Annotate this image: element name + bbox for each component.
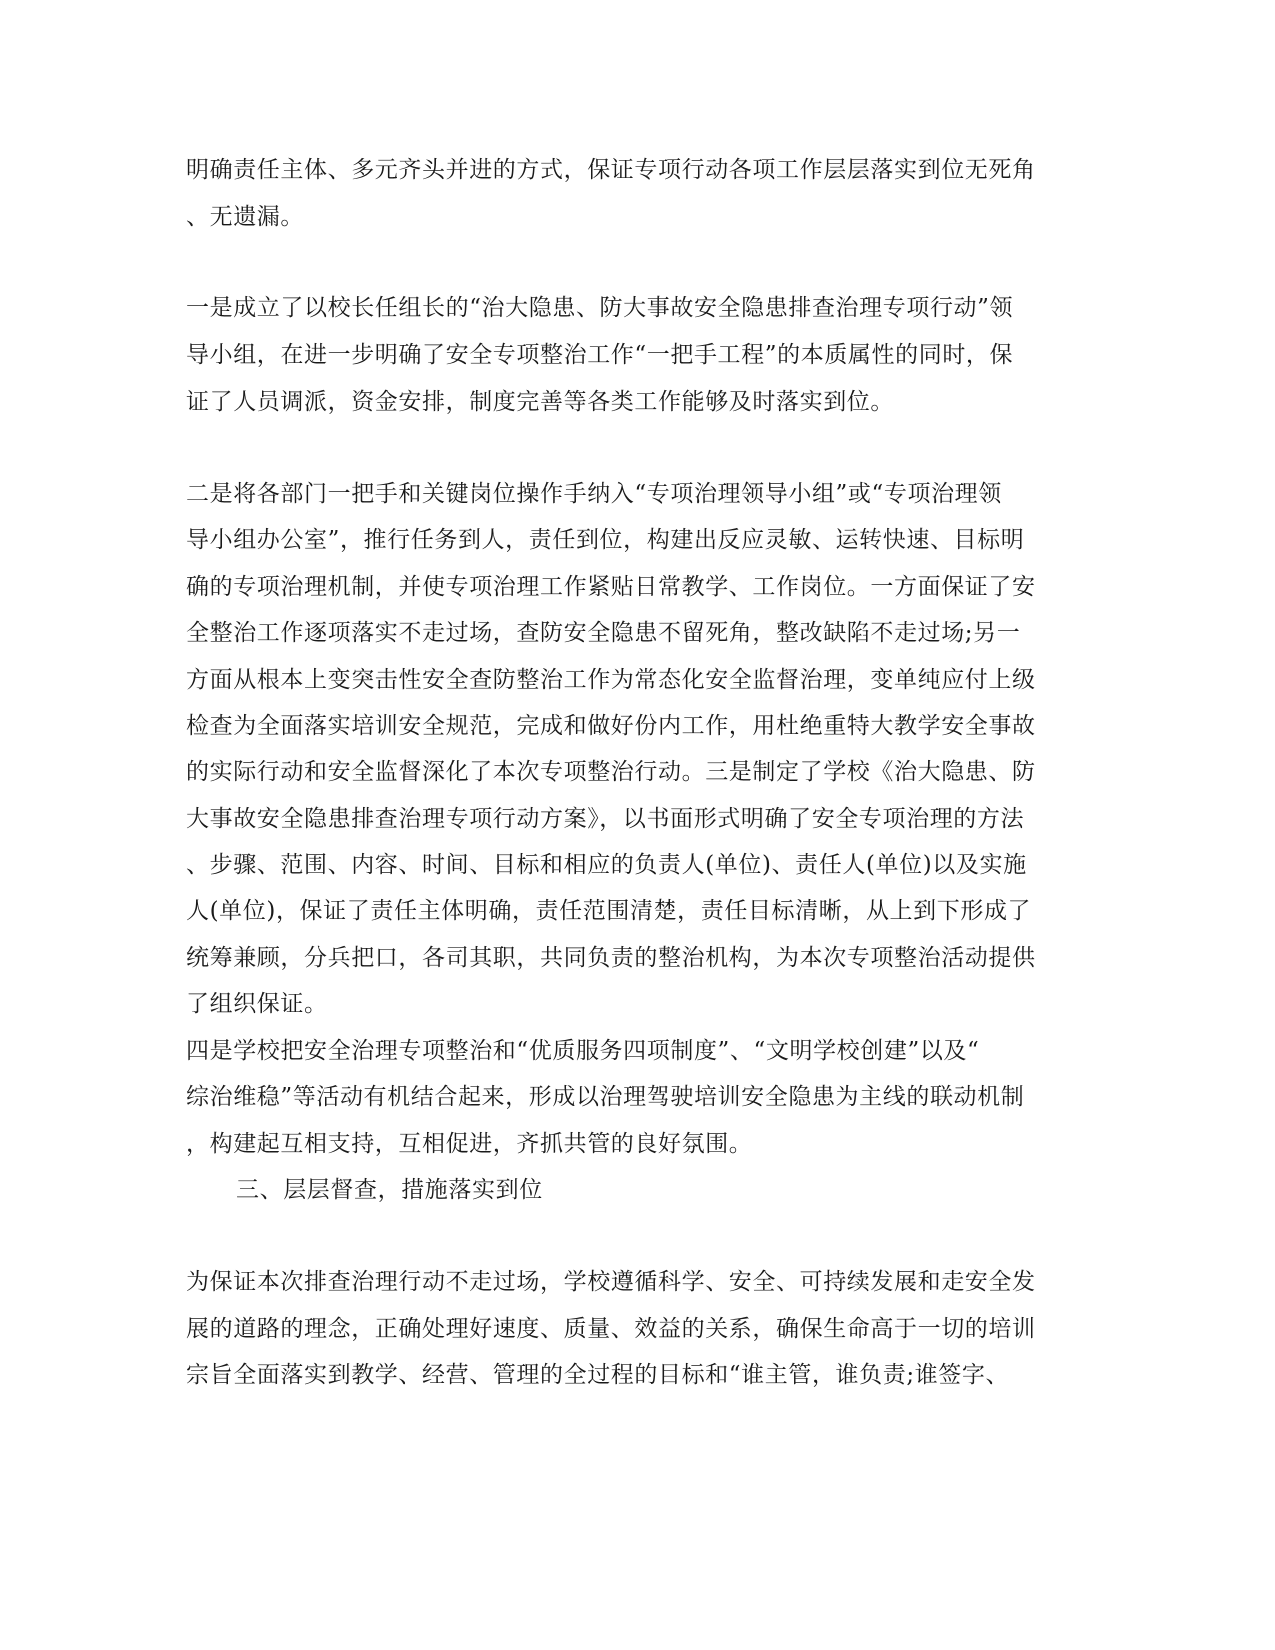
text-line: 全整治工作逐项落实不走过场，查防安全隐患不留死角，整改缺陷不走过场;另一	[186, 620, 1021, 646]
section-heading: 三、层层督查，措施落实到位	[236, 1177, 543, 1203]
text-line: 的实际行动和安全监督深化了本次专项整治行动。三是制定了学校《治大隐患、防	[186, 759, 1036, 785]
text-line: 四是学校把安全治理专项整治和“优质服务四项制度”、“文明学校创建”以及“	[186, 1038, 980, 1064]
text-line: 了组织保证。	[186, 991, 328, 1017]
text-line: 一是成立了以校长任组长的“治大隐患、防大事故安全隐患排查治理专项行动”领	[186, 295, 1014, 321]
text-line: 统筹兼顾，分兵把口，各司其职，共同负责的整治机构，为本次专项整治活动提供	[186, 945, 1036, 971]
text-line: 为保证本次排查治理行动不走过场，学校遵循科学、安全、可持续发展和走安全发	[186, 1269, 1036, 1295]
text-line: 确的专项治理机制，并使专项治理工作紧贴日常教学、工作岗位。一方面保证了安	[186, 574, 1036, 600]
text-line: 导小组办公室”，推行任务到人，责任到位，构建出反应灵敏、运转快速、目标明	[186, 527, 1025, 553]
text-line: 方面从根本上变突击性安全查防整治工作为常态化安全监督治理，变单纯应付上级	[186, 667, 1036, 693]
text-line: 证了人员调派，资金安排，制度完善等各类工作能够及时落实到位。	[186, 389, 894, 415]
text-line: 宗旨全面落实到教学、经营、管理的全过程的目标和“谁主管，谁负责;谁签字、	[186, 1362, 1010, 1388]
text-line: 、无遗漏。	[186, 204, 304, 230]
text-line: 综治维稳”等活动有机结合起来，形成以治理驾驶培训安全隐患为主线的联动机制	[186, 1084, 1025, 1110]
text-line: 人(单位)，保证了责任主体明确，责任范围清楚，责任目标清晰，从上到下形成了	[186, 898, 1032, 924]
text-line: 导小组，在进一步明确了安全专项整治工作“一把手工程”的本质属性的同时，保	[186, 342, 1014, 368]
text-line: 、步骤、范围、内容、时间、目标和相应的负责人(单位)、责任人(单位)以及实施	[186, 852, 1027, 878]
text-line: 展的道路的理念，正确处理好速度、质量、效益的关系，确保生命高于一切的培训	[186, 1316, 1036, 1342]
text-line: ，构建起互相支持，互相促进，齐抓共管的良好氛围。	[186, 1131, 753, 1157]
text-line: 明确责任主体、多元齐头并进的方式，保证专项行动各项工作层层落实到位无死角	[186, 157, 1036, 183]
text-line: 二是将各部门一把手和关键岗位操作手纳入“专项治理领导小组”或“专项治理领	[186, 481, 1002, 507]
text-line: 大事故安全隐患排查治理专项行动方案》，以书面形式明确了安全专项治理的方法	[186, 806, 1025, 832]
text-line: 检查为全面落实培训安全规范，完成和做好份内工作，用杜绝重特大教学安全事故	[186, 713, 1036, 739]
